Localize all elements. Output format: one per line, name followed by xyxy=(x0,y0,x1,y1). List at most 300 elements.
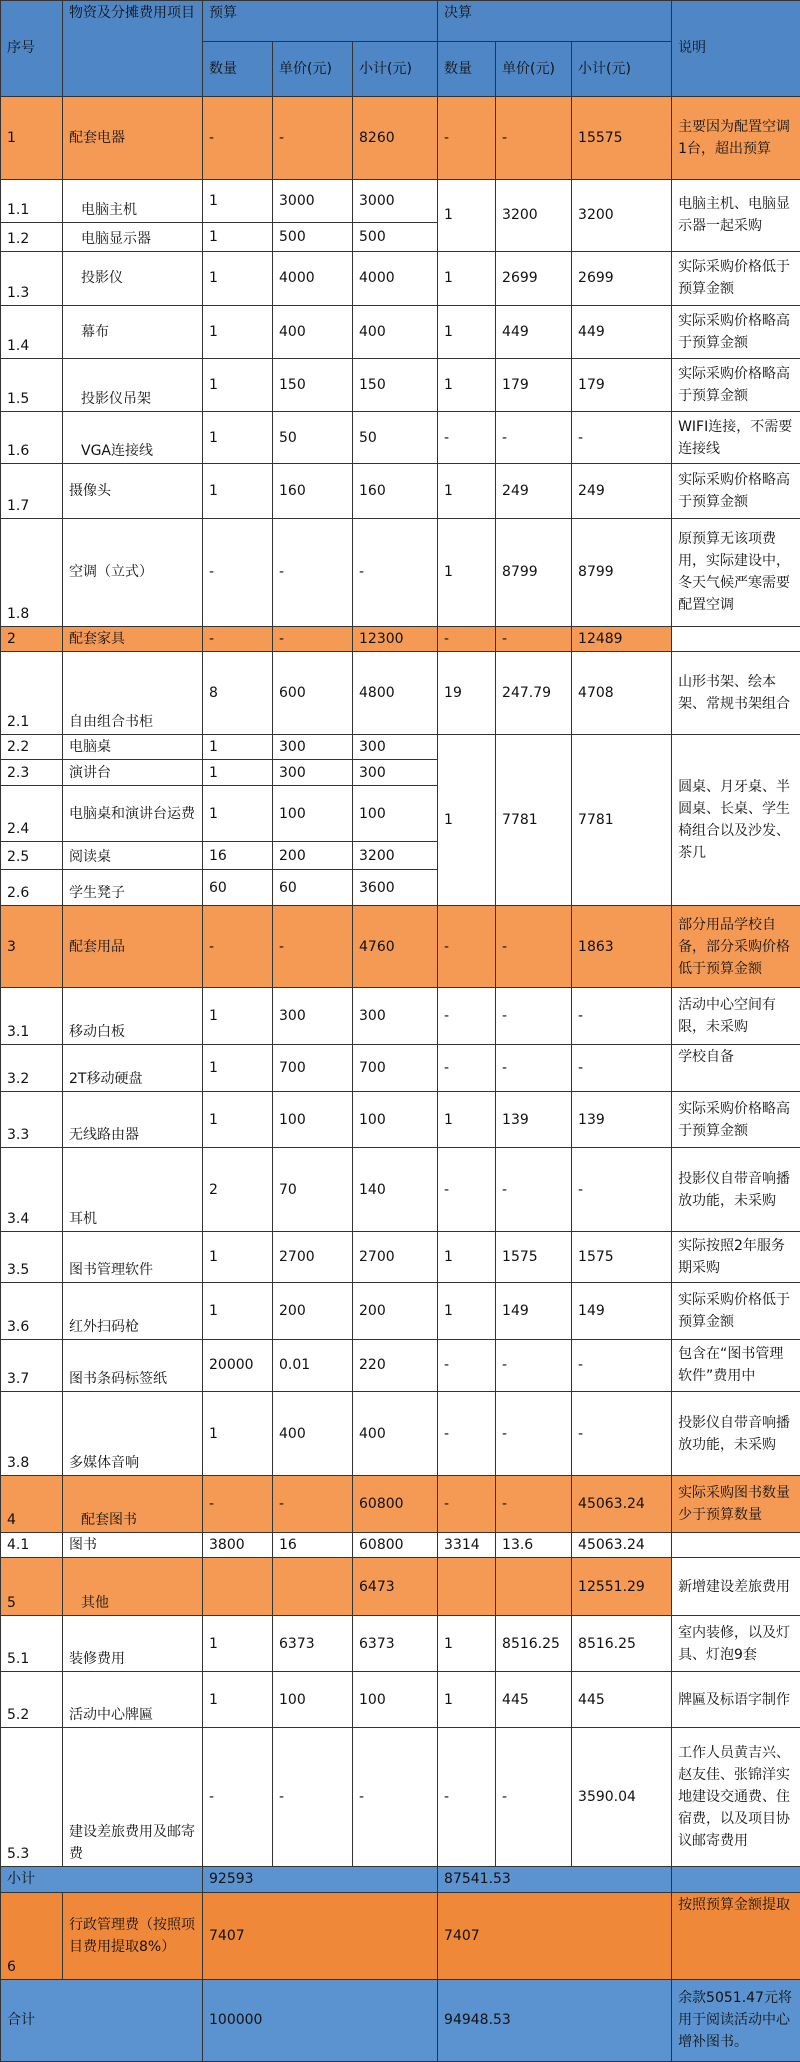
total-budget: 100000 xyxy=(203,1979,438,2061)
row-seq: 2.4 xyxy=(1,785,63,842)
row-final-qty: - xyxy=(438,906,496,988)
row-budget-price: 50 xyxy=(273,411,353,463)
row-budget-sub: 4000 xyxy=(353,251,438,305)
row-final-qty: 1 xyxy=(438,518,496,626)
row-final-price: 247.79 xyxy=(496,652,572,734)
row-final-qty: 1 xyxy=(438,734,496,906)
row-name: 配套图书 xyxy=(63,1476,203,1533)
row-final-qty: - xyxy=(438,1391,496,1475)
row-final-price: - xyxy=(496,906,572,988)
row-seq: 3.2 xyxy=(1,1044,63,1091)
row-budget-price: - xyxy=(273,906,353,988)
row-budget-price: 4000 xyxy=(273,251,353,305)
row-budget-qty: 1 xyxy=(203,222,273,251)
row-budget-qty: 1 xyxy=(203,734,273,760)
row-budget-sub: 8260 xyxy=(353,96,438,179)
row-final-sub: - xyxy=(572,411,672,463)
total-final: 94948.53 xyxy=(438,1979,672,2061)
row-final-qty: - xyxy=(438,1339,496,1391)
row-final-qty: 1 xyxy=(438,1283,496,1340)
row-final-price: 8516.25 xyxy=(496,1615,572,1672)
row-budget-qty: 1 xyxy=(203,1283,273,1340)
row-seq: 4.1 xyxy=(1,1532,63,1558)
row-final-sub: 149 xyxy=(572,1283,672,1340)
subtotal-row xyxy=(1,1866,800,1893)
header-item: 物资及分摊费用项目 xyxy=(63,1,203,97)
table-row xyxy=(1,1672,800,1727)
row-budget-sub: - xyxy=(353,518,438,626)
row-budget-sub: 100 xyxy=(353,1091,438,1148)
row-seq: 2.2 xyxy=(1,734,63,760)
row-budget-sub: 6473 xyxy=(353,1558,438,1616)
row-budget-price: 300 xyxy=(273,760,353,786)
row-name: 配套家具 xyxy=(63,626,203,652)
row-note: 实际采购价格略高于预算金额 xyxy=(672,306,800,358)
row-budget-sub: 220 xyxy=(353,1339,438,1391)
header-note: 说明 xyxy=(672,1,800,97)
row-budget-sub: 400 xyxy=(353,306,438,358)
row-budget-price: 200 xyxy=(273,842,353,870)
row-final-price: 2699 xyxy=(496,251,572,305)
row-budget-sub: 140 xyxy=(353,1148,438,1231)
row-name: 阅读桌 xyxy=(63,842,203,870)
row-budget-price: 400 xyxy=(273,1391,353,1475)
row-budget-price: - xyxy=(273,626,353,652)
row-seq: 3.7 xyxy=(1,1339,63,1391)
header-final: 决算 xyxy=(438,1,672,42)
subtotal-note xyxy=(672,1866,800,1893)
row-budget-price: 160 xyxy=(273,464,353,518)
row-budget-price: - xyxy=(273,1727,353,1866)
row-final-sub: - xyxy=(572,1148,672,1231)
row-note: 包含在“图书管理软件”费用中 xyxy=(672,1339,800,1391)
row-note: 主要因为配置空调1台，超出预算 xyxy=(672,96,800,179)
row-budget-qty: 1 xyxy=(203,1231,273,1282)
row-name: 多媒体音响 xyxy=(63,1391,203,1475)
row-budget-qty: 16 xyxy=(203,842,273,870)
row-name: 耳机 xyxy=(63,1148,203,1231)
row-final-price: 249 xyxy=(496,464,572,518)
row-name: 自由组合书柜 xyxy=(63,652,203,734)
row-budget-sub: 400 xyxy=(353,1391,438,1475)
table-row xyxy=(1,1231,800,1282)
row-note: 山形书架、绘本架、常规书架组合 xyxy=(672,652,800,734)
row-budget-sub: 300 xyxy=(353,734,438,760)
row-budget-price: 400 xyxy=(273,306,353,358)
table-row xyxy=(1,652,800,734)
row-budget-price: 100 xyxy=(273,785,353,842)
row-budget-qty: - xyxy=(203,626,273,652)
row-seq: 2.3 xyxy=(1,760,63,786)
row-budget-sub: 100 xyxy=(353,785,438,842)
row-budget-qty: 20000 xyxy=(203,1339,273,1391)
row-note: 实际采购价格略高于预算金额 xyxy=(672,358,800,411)
row-budget-price: 300 xyxy=(273,734,353,760)
row-name: 学生凳子 xyxy=(63,870,203,906)
row-name: 电脑桌 xyxy=(63,734,203,760)
row-budget-price: 500 xyxy=(273,222,353,251)
row-budget-sub: 12300 xyxy=(353,626,438,652)
row-budget-sub: 4760 xyxy=(353,906,438,988)
row-budget-qty: 1 xyxy=(203,1044,273,1091)
row-seq: 1.7 xyxy=(1,464,63,518)
row-final-price: - xyxy=(496,1339,572,1391)
row-seq: 5.1 xyxy=(1,1615,63,1672)
row-final-sub: 15575 xyxy=(572,96,672,179)
table-row xyxy=(1,626,800,652)
row-budget-price: 700 xyxy=(273,1044,353,1091)
row-note xyxy=(672,1532,800,1558)
row-seq: 3.4 xyxy=(1,1148,63,1231)
row-note: 实际采购价格略高于预算金额 xyxy=(672,1091,800,1148)
table-row xyxy=(1,1339,800,1391)
row-seq: 3.3 xyxy=(1,1091,63,1148)
row-name: 幕布 xyxy=(63,306,203,358)
row-budget-qty: - xyxy=(203,518,273,626)
row-seq: 1.6 xyxy=(1,411,63,463)
row-budget-qty: - xyxy=(203,906,273,988)
row-budget-sub: 160 xyxy=(353,464,438,518)
row-budget-qty: 2 xyxy=(203,1148,273,1231)
row-budget-sub: 300 xyxy=(353,760,438,786)
row-final-qty: 1 xyxy=(438,1231,496,1282)
row-budget-sub: - xyxy=(353,1727,438,1866)
row-budget-qty: 1 xyxy=(203,306,273,358)
row-final-price: 149 xyxy=(496,1283,572,1340)
row-final-price: - xyxy=(496,626,572,652)
row-final-price: 13.6 xyxy=(496,1532,572,1558)
row-final-sub: 3200 xyxy=(572,179,672,251)
table-row xyxy=(1,1091,800,1148)
row-budget-sub: 3200 xyxy=(353,842,438,870)
row-budget-qty: 1 xyxy=(203,1391,273,1475)
row-final-sub: 139 xyxy=(572,1091,672,1148)
row-name: 演讲台 xyxy=(63,760,203,786)
row-name: 2T移动硬盘 xyxy=(63,1044,203,1091)
row-seq: 2 xyxy=(1,626,63,652)
row-seq: 1.3 xyxy=(1,251,63,305)
row-budget-price: 200 xyxy=(273,1283,353,1340)
header-row-1 xyxy=(1,1,800,42)
row-budget-qty: 3800 xyxy=(203,1532,273,1558)
row-budget-price: 60 xyxy=(273,870,353,906)
table-row xyxy=(1,96,800,179)
admin-fee-row xyxy=(1,1893,800,1979)
admin-note: 按照预算金额提取 xyxy=(672,1893,800,1979)
admin-seq: 6 xyxy=(1,1893,63,1979)
row-note: 实际采购图书数量少于预算数量 xyxy=(672,1476,800,1533)
row-final-qty: - xyxy=(438,1044,496,1091)
row-final-sub: 3590.04 xyxy=(572,1727,672,1866)
row-name: 电脑桌和演讲台运费 xyxy=(63,785,203,842)
row-note: 实际采购价格略高于预算金额 xyxy=(672,464,800,518)
row-name: 投影仪 xyxy=(63,251,203,305)
row-final-price: - xyxy=(496,1044,572,1091)
row-note: 投影仪自带音响播放功能，未采购 xyxy=(672,1148,800,1231)
row-final-price: 1575 xyxy=(496,1231,572,1282)
row-budget-sub: 6373 xyxy=(353,1615,438,1672)
table-row xyxy=(1,1727,800,1866)
row-budget-price: 600 xyxy=(273,652,353,734)
row-seq: 1.5 xyxy=(1,358,63,411)
row-name: 其他 xyxy=(63,1558,203,1616)
row-final-qty: 1 xyxy=(438,1091,496,1148)
row-note: 学校自备 xyxy=(672,1044,800,1091)
header-final-qty: 数量 xyxy=(438,42,496,96)
row-name: 图书 xyxy=(63,1532,203,1558)
row-budget-sub: 4800 xyxy=(353,652,438,734)
row-note: 实际按照2年服务期采购 xyxy=(672,1231,800,1282)
row-budget-qty: 8 xyxy=(203,652,273,734)
row-final-qty: - xyxy=(438,988,496,1045)
row-seq: 1 xyxy=(1,96,63,179)
row-seq: 3 xyxy=(1,906,63,988)
row-final-sub: - xyxy=(572,1339,672,1391)
row-budget-qty: 1 xyxy=(203,1615,273,1672)
row-final-price: 8799 xyxy=(496,518,572,626)
row-final-sub: 179 xyxy=(572,358,672,411)
row-name: 电脑主机 xyxy=(63,179,203,222)
row-seq: 4 xyxy=(1,1476,63,1533)
row-budget-sub: 150 xyxy=(353,358,438,411)
row-final-price: - xyxy=(496,1727,572,1866)
row-seq: 3.8 xyxy=(1,1391,63,1475)
table-row xyxy=(1,988,800,1045)
row-final-price xyxy=(496,1558,572,1616)
row-note: 实际采购价格低于预算金额 xyxy=(672,251,800,305)
row-note: 部分用品学校自备，部分采购价格低于预算金额 xyxy=(672,906,800,988)
row-final-sub: 1575 xyxy=(572,1231,672,1282)
row-budget-price: - xyxy=(273,518,353,626)
row-final-sub: 445 xyxy=(572,1672,672,1727)
row-name: 图书条码标签纸 xyxy=(63,1339,203,1391)
row-final-price: - xyxy=(496,1148,572,1231)
row-seq: 2.6 xyxy=(1,870,63,906)
row-final-price: 449 xyxy=(496,306,572,358)
row-budget-qty: 1 xyxy=(203,760,273,786)
row-budget-qty: 1 xyxy=(203,464,273,518)
table-row xyxy=(1,1558,800,1616)
header-budget: 预算 xyxy=(203,1,438,42)
row-budget-price: 100 xyxy=(273,1672,353,1727)
row-budget-qty: 1 xyxy=(203,1672,273,1727)
row-budget-sub: 50 xyxy=(353,411,438,463)
row-final-price: 3200 xyxy=(496,179,572,251)
row-note: 投影仪自带音响播放功能，未采购 xyxy=(672,1391,800,1475)
row-name: 摄像头 xyxy=(63,464,203,518)
row-final-qty: 1 xyxy=(438,464,496,518)
table-row xyxy=(1,179,800,222)
table-row xyxy=(1,518,800,626)
row-budget-price: - xyxy=(273,96,353,179)
table-row xyxy=(1,1283,800,1340)
row-budget-price: 0.01 xyxy=(273,1339,353,1391)
row-final-price: - xyxy=(496,411,572,463)
row-seq: 1.2 xyxy=(1,222,63,251)
row-budget-qty: - xyxy=(203,96,273,179)
table-row xyxy=(1,1615,800,1672)
header-budget-price: 单价(元) xyxy=(273,42,353,96)
row-note: 活动中心空间有限，未采购 xyxy=(672,988,800,1045)
row-budget-price: 2700 xyxy=(273,1231,353,1282)
row-final-price: - xyxy=(496,1476,572,1533)
row-budget-price: 300 xyxy=(273,988,353,1045)
row-final-qty: 19 xyxy=(438,652,496,734)
row-final-price: - xyxy=(496,988,572,1045)
row-budget-sub: 3000 xyxy=(353,179,438,222)
row-name: 空调（立式） xyxy=(63,518,203,626)
row-seq: 1.4 xyxy=(1,306,63,358)
row-final-price: 139 xyxy=(496,1091,572,1148)
row-final-sub: 249 xyxy=(572,464,672,518)
admin-budget: 7407 xyxy=(203,1893,438,1979)
row-note: WIFI连接，不需要连接线 xyxy=(672,411,800,463)
row-final-price: - xyxy=(496,96,572,179)
row-budget-sub: 700 xyxy=(353,1044,438,1091)
header-budget-sub: 小计(元) xyxy=(353,42,438,96)
row-budget-price: - xyxy=(273,1476,353,1533)
row-name: VGA连接线 xyxy=(63,411,203,463)
total-row xyxy=(1,1979,800,2061)
row-final-qty: 3314 xyxy=(438,1532,496,1558)
row-name: 配套电器 xyxy=(63,96,203,179)
row-budget-qty: 1 xyxy=(203,988,273,1045)
row-final-qty: - xyxy=(438,96,496,179)
row-final-sub: - xyxy=(572,1391,672,1475)
row-budget-qty: 1 xyxy=(203,1091,273,1148)
row-final-sub: 449 xyxy=(572,306,672,358)
row-budget-qty: 60 xyxy=(203,870,273,906)
row-note: 工作人员黄吉兴、赵友佳、张锦洋实地建设交通费、住宿费，以及项目协议邮寄费用 xyxy=(672,1727,800,1866)
row-final-sub: 2699 xyxy=(572,251,672,305)
row-final-sub: - xyxy=(572,1044,672,1091)
row-budget-sub: 300 xyxy=(353,988,438,1045)
row-final-qty: 1 xyxy=(438,1672,496,1727)
row-budget-sub: 500 xyxy=(353,222,438,251)
row-final-price: 7781 xyxy=(496,734,572,906)
row-final-sub: 4708 xyxy=(572,652,672,734)
row-seq: 3.5 xyxy=(1,1231,63,1282)
row-final-sub: - xyxy=(572,988,672,1045)
row-note: 新增建设差旅费用 xyxy=(672,1558,800,1616)
row-final-qty: 1 xyxy=(438,1615,496,1672)
row-seq: 2.5 xyxy=(1,842,63,870)
header-seq: 序号 xyxy=(1,1,63,97)
row-final-qty: 1 xyxy=(438,306,496,358)
row-budget-price: 150 xyxy=(273,358,353,411)
row-final-qty: - xyxy=(438,1148,496,1231)
row-name: 红外扫码枪 xyxy=(63,1283,203,1340)
row-budget-price: 100 xyxy=(273,1091,353,1148)
row-final-qty xyxy=(438,1558,496,1616)
row-name: 装修费用 xyxy=(63,1615,203,1672)
row-seq: 1.1 xyxy=(1,179,63,222)
table-row xyxy=(1,1148,800,1231)
row-seq: 5.3 xyxy=(1,1727,63,1866)
row-final-qty: - xyxy=(438,1727,496,1866)
row-seq: 5.2 xyxy=(1,1672,63,1727)
row-name: 建设差旅费用及邮寄费 xyxy=(63,1727,203,1866)
total-note: 余款5051.47元将用于阅读活动中心增补图书。 xyxy=(672,1979,800,2061)
row-note: 圆桌、月牙桌、半圆桌、长桌、学生椅组合以及沙发、茶几 xyxy=(672,734,800,906)
row-seq: 1.8 xyxy=(1,518,63,626)
row-budget-qty: 1 xyxy=(203,251,273,305)
row-note: 原预算无该项费用，实际建设中，冬天气候严寒需要配置空调 xyxy=(672,518,800,626)
table-row xyxy=(1,734,800,760)
row-budget-sub: 100 xyxy=(353,1672,438,1727)
total-label: 合计 xyxy=(1,1979,203,2061)
row-final-sub: 7781 xyxy=(572,734,672,906)
row-budget-qty: 1 xyxy=(203,785,273,842)
row-final-price: - xyxy=(496,1391,572,1475)
header-final-price: 单价(元) xyxy=(496,42,572,96)
subtotal-final: 87541.53 xyxy=(438,1866,672,1893)
row-seq: 5 xyxy=(1,1558,63,1616)
row-note xyxy=(672,626,800,652)
row-final-qty: - xyxy=(438,1476,496,1533)
row-budget-qty: 1 xyxy=(203,358,273,411)
row-name: 配套用品 xyxy=(63,906,203,988)
row-budget-qty: 1 xyxy=(203,179,273,222)
row-seq: 3.1 xyxy=(1,988,63,1045)
row-final-sub: 45063.24 xyxy=(572,1532,672,1558)
row-name: 投影仪吊架 xyxy=(63,358,203,411)
table-row xyxy=(1,251,800,305)
row-budget-sub: 3600 xyxy=(353,870,438,906)
row-final-qty: - xyxy=(438,626,496,652)
row-final-sub: 12551.29 xyxy=(572,1558,672,1616)
row-final-price: 179 xyxy=(496,358,572,411)
row-budget-sub: 60800 xyxy=(353,1532,438,1558)
subtotal-label: 小计 xyxy=(1,1866,203,1893)
admin-name: 行政管理费（按照项目费用提取8%） xyxy=(63,1893,203,1979)
row-budget-qty: - xyxy=(203,1727,273,1866)
row-final-sub: 45063.24 xyxy=(572,1476,672,1533)
table-row xyxy=(1,1391,800,1475)
table-row xyxy=(1,306,800,358)
row-name: 图书管理软件 xyxy=(63,1231,203,1282)
row-name: 无线路由器 xyxy=(63,1091,203,1148)
subtotal-budget: 92593 xyxy=(203,1866,438,1893)
table-row xyxy=(1,1044,800,1091)
row-final-qty: 1 xyxy=(438,251,496,305)
table-row xyxy=(1,411,800,463)
row-budget-qty: - xyxy=(203,1476,273,1533)
row-note: 电脑主机、电脑显示器一起采购 xyxy=(672,179,800,251)
row-note: 室内装修，以及灯具、灯泡9套 xyxy=(672,1615,800,1672)
table-row xyxy=(1,358,800,411)
row-final-sub: 8799 xyxy=(572,518,672,626)
admin-final: 7407 xyxy=(438,1893,672,1979)
row-budget-sub: 2700 xyxy=(353,1231,438,1282)
row-budget-price: 6373 xyxy=(273,1615,353,1672)
row-name: 活动中心牌匾 xyxy=(63,1672,203,1727)
row-budget-price: 70 xyxy=(273,1148,353,1231)
row-final-sub: 12489 xyxy=(572,626,672,652)
row-name: 电脑显示器 xyxy=(63,222,203,251)
row-final-qty: 1 xyxy=(438,179,496,251)
header-final-sub: 小计(元) xyxy=(572,42,672,96)
table-row xyxy=(1,906,800,988)
table-row xyxy=(1,464,800,518)
row-budget-sub: 200 xyxy=(353,1283,438,1340)
row-final-qty: 1 xyxy=(438,358,496,411)
header-budget-qty: 数量 xyxy=(203,42,273,96)
row-budget-sub: 60800 xyxy=(353,1476,438,1533)
row-seq: 2.1 xyxy=(1,652,63,734)
row-note: 牌匾及标语字制作 xyxy=(672,1672,800,1727)
row-budget-price: 16 xyxy=(273,1532,353,1558)
